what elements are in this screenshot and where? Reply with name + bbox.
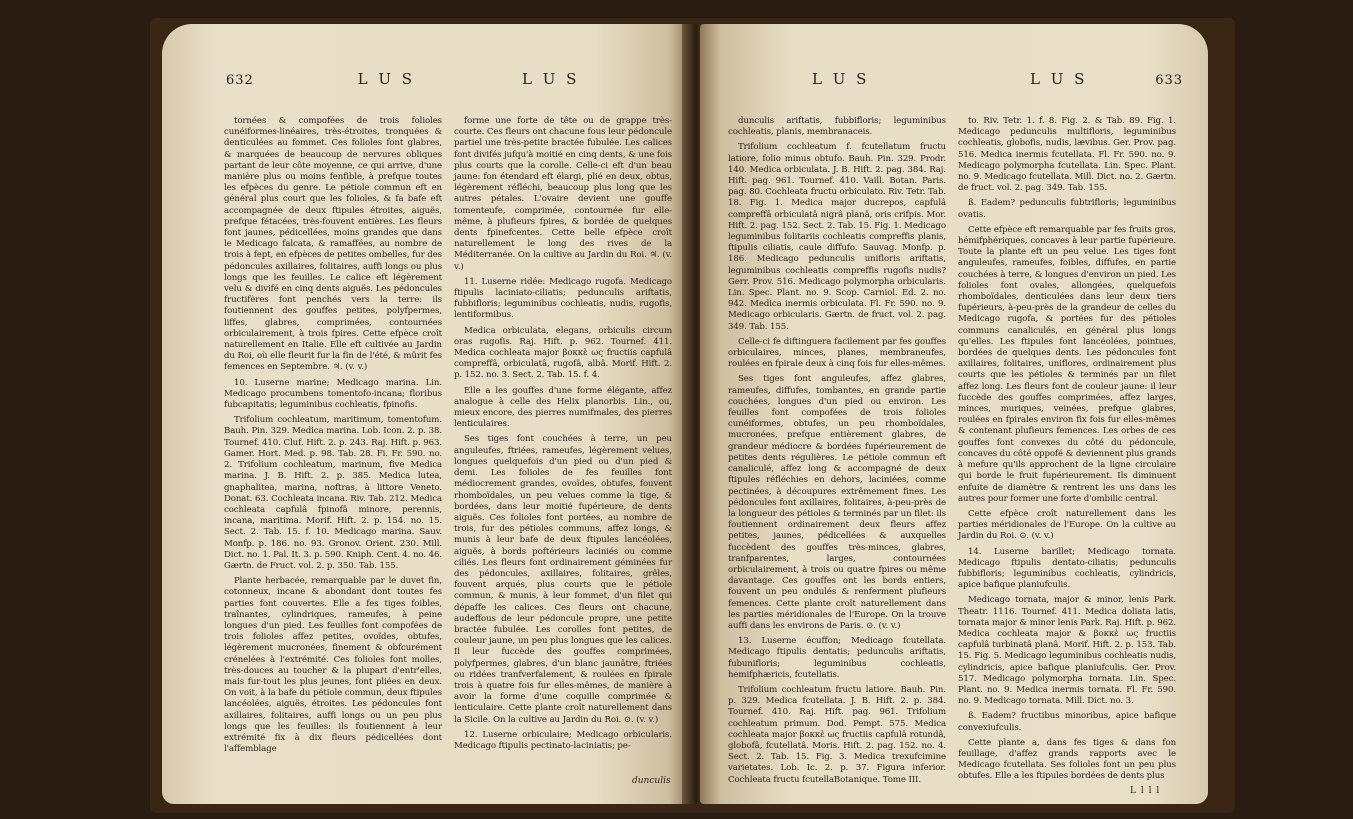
left-column-2 <box>454 116 672 756</box>
left-catchword: dunculis <box>632 776 671 786</box>
right-page-header <box>1030 70 1183 88</box>
paragraph: 12. Luserne orbiculaire; Medicago orbicularis. Medicago ftipulis pectinato-laciniatis; pe- <box>454 729 672 751</box>
left-header-title: L U S <box>357 70 416 88</box>
paragraph: ß. Eadem? fructibus minoribus, apice bafique convexiufculis. <box>958 711 1176 733</box>
paragraph: Trifolium cochleatum fructu latiore. Bauh. Pin. p. 329. Medica fcutellata. J. B. Hift. 2. p. 384. Tournef. 410. Raj. Hift. pag. 961. Trifolium cochleatum primum. Dod. Pempt. 575. Medica cochleata major βοκκὲ ως fructiis capfulâ rotundâ, globofâ, fcutellatâ. Moris. Hift. 2. pag. 152. no. 4. Sect. 2. Tab. 15. Fig. 3. Medica trexufcimine varietates. Lob. Ic. 2. p. 37. Figura inferior. Cochleata fructu fcutellaBotanique. Tome III. <box>728 684 946 785</box>
paragraph: 14. Luserne barillet; Medicago tornata. Medicago ftipulis dentato-ciliatis; pedunculis fubbifloris; leguminibus cochleatis, cylindricis, apice bafique planiufculis. <box>958 546 1176 591</box>
left-column-1 <box>224 116 442 759</box>
left-header-col2-title: L U S <box>522 70 580 88</box>
paragraph: to. Riv. Tetr. 1. f. 8. Fig. 2. & Tab. 89. Fig. 1. Medicago pedunculis multifloris, leguminibus cochleatis, globofis, nudis, lævibus. Ger. Prov. pag. 516. Medica inermis fcutellata. Fl. Fr. 590. no. 9. Medicago polymorpha fcutellata. Lin. Spec. Plant. no. 9. Medicago fcutellata. Mill. Dict. no. 2. Gærtn. de fruct. vol. 2. pag. 349. Tab. 155. <box>958 116 1176 194</box>
paragraph: Medicago tornata, major & minor, lenis Park. Theatr. 1116. Tournef. 411. Medica doliata latis, tornata major & minor lenis Park. Raj. Hift. p. 962. Medica cochleata major & βοκκὲ ως fructiis capfulâ turbinatâ planâ. Morif. Hift. 2. p. 153. Tab. 15. Fig. 5. Medicago leguminibus cochleatis nudis, cylindricis, apice bafique planiufculis. Ger. Prov. 517. Medicago polymorpha tornata. Lin. Spec. Plant. no. 9. Medica inermis tornata. Fl. Fr. 590. no. 9. Medicago tornata. Mill. Dict. no. 3. <box>958 595 1176 707</box>
left-page-number: 632 <box>226 73 254 88</box>
paragraph: 10. Luserne marine; Medicago marina. Lin. Medicago procumbens tomentofo-incana; floribus fubcapitatis; leguminibus cochleatis, fpinofis. <box>224 377 442 411</box>
right-column-1 <box>728 116 946 790</box>
paragraph: Trifolium cochleatum, maritimum, tomentofum. Bauh. Pin. 329. Medica marina. Lob. Icon. 2. p. 38. Tournef. 410. Cluf. Hift. 2. p. 243. Raj. Hift. p. 963. Gamer. Hort. Med. p. 98. Tab. 28. Fi. Fr. 590. no. 2. Trifolium cochleatum, marinum, five Medica marina. J. B. Hift. 2. p. 385. Medica lutea, gnaphalitea, marina, noftras, à littore Veneto. Donat. 63. Cochleata incana. Riv. Tab. 212. Medica cochleata capfulâ fpinofâ minore, perennis, incana, maritima. Morif. Hift. 2. p. 154. no. 15. Sect. 2. Tab. 15. f. 10. Medicago marina. Sauv. Monfp. p. 186. no. 93. Gronov. Orient. 230. Mill. Dict. no. 1. Pal. It. 3. p. 590. Kniph. Cent. 4. no. 46. Gærtn. de Fruct. vol. 2. p. 350. Tab. 155. <box>224 415 442 571</box>
paragraph: Cette efpèce croît naturellement dans les parties méridionales de l'Europe. On la cultive au Jardin du Roi. ⊙. (v. v.) <box>958 508 1176 542</box>
paragraph: dunculis ariftatis, fubbifloris; leguminibus cochleatis, planis, membranaceis. <box>728 116 946 138</box>
right-header-title: L U S <box>1030 70 1088 88</box>
paragraph: Cette plante a, dans fes tiges & dans fon feuillage, d'affez grands rapports avec le Medicago fcutellata. Ses folioles font un peu plus obtufes. Elle a les ftipules bordées de dents plus <box>958 737 1176 782</box>
paragraph: Celle-ci fe diftinguera facilement par fes gouffes orbiculaires, minces, planes, membraneufes, roulées en fpirale deux à cinq fois fur elles-mêmes. <box>728 336 946 370</box>
paragraph: Plante herbacée, remarquable par le duvet fin, cotonneux, incane & abondant dont toutes fes parties font couvertes. Elle a fes tiges foibles, traînantes, cylindriques, rameufes, à peine longues d'un pied. Les feuilles font compofées de trois folioles affez petites, ovoïdes, obtufes, légèrement mucronées, finement & obfcurément crénelées à l'extrémité. Ces folioles font molles, très-douces au toucher & la plupart d'entr'elles, mais fur-tout les plus jeunes, font pliées en deux. On voit, à la bafe du pétiole commun, deux ftipules lancéolées, aiguës, étroites. Les pédoncules font axillaires, folitaires, auffi longs ou un peu plus longs que les feuilles: ils foutiennent à leur extrémité fix à dix fleurs pédicellées dont l'affemblage <box>224 576 442 755</box>
paragraph: Cette efpèce eft remarquable par fes fruits gros, hémifphériques, concaves à leur partie fupérieure. Toute la plante eft un peu velue. Les tiges font anguleufes, rameufes, foibles, diffufes, en partie couchées à terre, & longues d'environ un pied. Les folioles font ovales, allongées, quelquefois rhomboïdales, denticulées dans leur deux tiers fupérieurs, à-peu-près de la grandeur de celles du Medicago rugofa, & portées fur des pétioles communs canaliculés, en général plus longs qu'elles. Les ftipules font lancéolées, pointues, bordées de quelques dents. Les pédoncules font axillaires, folitaires, uniflores, ordinairement plus courts que les pétioles & terminés par un filet affez long. Les fleurs font de couleur jaune: il leur fuccède des gouffes comprimées, affez larges, minces, muriques, veinées, prefque glabres, roulées en fpirales environ fix fois fur elles-mêmes & contenant plufieurs femences. Les orbes de ces gouffes font convexes du côté du pédoncule, concaves du côté oppofé & deviennent plus grands à mefure qu'ils approchent de la ligne circulaire qui borde le fruit fupérieurement. Ils diminuent enfuite de diamètre & rentrent les uns dans les autres pour former une forte d'ombilic central. <box>958 224 1176 504</box>
paragraph: ß. Eadem? pedunculis fubtrifloris; leguminibus ovatis. <box>958 198 1176 220</box>
right-page-number: 633 <box>1155 73 1184 88</box>
left-page-header <box>226 70 415 88</box>
right-header-col1-title: L U S <box>812 70 870 88</box>
paragraph: 11. Luserne ridée: Medicago rugofa. Medicago ftipulis laciniato-ciliatis; pedunculis ariftatis, fubbifloris; leguminibus cochleatis, nudis, rugofis, lentiformibus. <box>454 276 672 321</box>
paragraph: Ses tiges font couchées à terre, un peu anguleufes, ftriées, rameufes, légèrement velues, longues quelquefois d'un pied ou d'un pied & demi. Les folioles de fes feuilles font médiocrement grandes, ovoïdes, obtufes, fouvent rhomboïdales, un peu velues comme la tige, & bordées, dans leur moitié fupérieure, de dents aiguës. Ces folioles font portées, au nombre de trois, fur des pétioles communs, affez longs, & munis à leur bafe de deux ftipules lancéolées, aiguës, à bords poftérieurs laciniés ou comme ciliés. Les fleurs font ordinairement géminées fur des pédoncules, axillaires, folitaires, grêles, fouvent arqués, plus courts que le pétiole commun, & munis, à leur fommet, d'un filet qui dépaffe les calices. Ces fleurs ont chacune, audeffous de leur pédoncule propre, une petite bractée fubulée. Les corolles font petites, de couleur jaune, un peu plus longues que les calices. Il leur fuccède des gouffes comprimées, polyfpermes, glabres, d'un blanc jaunâtre, ftriées ou ridées tranfverfalement, & roulées en fpirale trois à quatre fois fur elles-mêmes, de manière à avoir la forme d'une coquille comprimée & lenticulaire. Cette plante croît naturellement dans la Sicile. On la cultive au Jardin du Roi. ⊙. (v. v.) <box>454 434 672 725</box>
right-column-2 <box>958 116 1176 787</box>
right-signature-mark: L l l l <box>1130 786 1161 796</box>
paragraph: Trifolium cochleatum f. fcutellatum fructu latiore, folio minus obtufo. Bauh. Pin. 329. Prodr. 140. Medica orbiculata. J. B. Hift. 2. pag. 384. Raj. Hift. pag. 961. Tournef. 410. Vaill. Botan. Paris. pag. 80. Cochleata fructu orbiculato. Riv. Tetr. Tab. 18. Fig. 1. Medica major ducrepos, capfulâ compreffâ orbiculatâ nigrâ planâ, oris crifpis. Mor. Hift. 2. pag. 152. Sect. 2. Tab. 15. Fig. 1. Medicago leguminibus folitariis cochleatis compreffis planis, ftipulis ciliatis, caule diffufo. Sauvag. Monfp. p. 186. Medicago pedunculis unifloris ariftatis, leguminibus cochleatis compreffis rugofis nudis? Gerr. Prov. 516. Medicago polymorpha orbicularis. Lin. Spec. Plant. no. 9. Scop. Carniol. Ed. 2. no. 942. Medica inermis orbiculata. Fl. Fr. 590. no. 9. Medicago orbicularis. Gærtn. de fruct. vol. 2. pag. 349. Tab. 155. <box>728 142 946 332</box>
paragraph: forme une forte de tête ou de grappe très-courte. Ces fleurs ont chacune fous leur pédoncule partiel une très-petite bractée fubulée. Les calices font divifés jufqu'à moitié en cinq dents, & une fois plus courts que la corolle. Celle-ci eft d'un beau jaune: fon étendard eft élargi, plié en deux, obtus, légèrement réfléchi, beaucoup plus long que les autres pétales. L'ovaire devient une gouffe tomenteufe, comprimée, contournée fur elle-même, à plufieurs fpires, & bordée de quelques dents fpinefcentes. Cette belle efpèce croît naturellement le long des rives de la Méditerranée. On la cultive au Jardin du Roi. ♃. (v. v.) <box>454 116 672 272</box>
paragraph: tornées & compofées de trois folioles cunéiformes-linéaires, très-étroites, tronquées & denticulées au fommet. Ces folioles font glabres, & marquées de beaucoup de nervures obliques partant de leur côte moyenne, ce qui arrive, d'une manière plus ou moins fenfible, à prefque toutes les efpèces du genre. Le pétiole commun eft en général plus court que les folioles, & fa bafe eft accompagnée de deux ftipules étroites, aiguës, prefque fétacées, très-fouvent entières. Les fleurs font jaunes, pédicellées, moins grandes que dans le Medicago falcata, & ramaffées, au nombre de trois à fept, en efpèces de petites ombelles, fur des pédoncules axillaires, folitaires, auffi longs ou plus longs que les feuilles. Le calice eft légèrement velu & divifé en cinq dents aiguës. Les pédoncules fructifères font penchés vers la terre: ils foutiennent des gouffes petites, polyfpermes, liffes, glabres, comprimées, contournées orbiculairement, à trois fpires. Cette efpèce croît naturellement en Italie. Elle eft cultivée au Jardin du Roi, où elle fleurit fur la fin de l'été, & mûrit fes femences en Septembre. ♃. (v. v.) <box>224 116 442 373</box>
paragraph: Medica orbiculata, elegans, orbiculis circum oras rugofis. Raj. Hift. p. 962. Tournef. 411. Medica cochleata major βοκκὲ ως fructiis capfulâ compreffâ, orbiculatâ, rugofâ, albâ. Morif. Hift. 2. p. 152. no. 3. Sect. 2. Tab. 15. f. 4. <box>454 325 672 381</box>
right-page <box>700 24 1208 804</box>
paragraph: 13. Luserne écuffon; Medicago fcutellata. Medicago ftipulis dentatis; pedunculis ariftatis, fubunifloris; leguminibus cochleatis, hemifphæricis, fcutellatis. <box>728 636 946 680</box>
paragraph: Ses tiges font anguleufes, affez glabres, rameufes, diffufes, tombantes, en grande partie couchées, longues d'un pied ou environ. Les feuilles font compofées de trois folioles cunéiformes, obtufes, un peu rhomboïdales, mucronées, prefque entièrement glabres, de grandeur médiocre & bordées fupérieurement de petites dents régulières. Le pétiole commun eft canaliculé, affez long & accompagné de deux ftipules réfléchies en dehors, laciniées, comme pectinées, à découpures extrêmement fines. Les pédoncules font axillaires, folitaires, à-peu-près de la longueur des pétioles & terminés par un filet: ils foutiennent ordinairement deux fleurs affez petites, jaunes, pédicellées & auxquelles fuccèdent des gouffes très-minces, glabres, tranfparentes, larges, contournées orbiculairement, à trois ou quatre fpires ou même davantage. Ces gouffes ont les bords entiers, fouvent un peu ondulés & renferment plufieurs femences. Cette plante croît naturellement dans les parties méridionales de l'Europe. On la trouve auffi dans les environs de Paris. ⊙. (v. v.) <box>728 374 946 631</box>
left-page <box>162 24 690 804</box>
paragraph: Elle a les gouffes d'une forme élégante, affez analogue à celle des Helix planorbis. Lin., ou, mieux encore, des pierres numifmales, des pierres lenticulaires. <box>454 385 672 430</box>
